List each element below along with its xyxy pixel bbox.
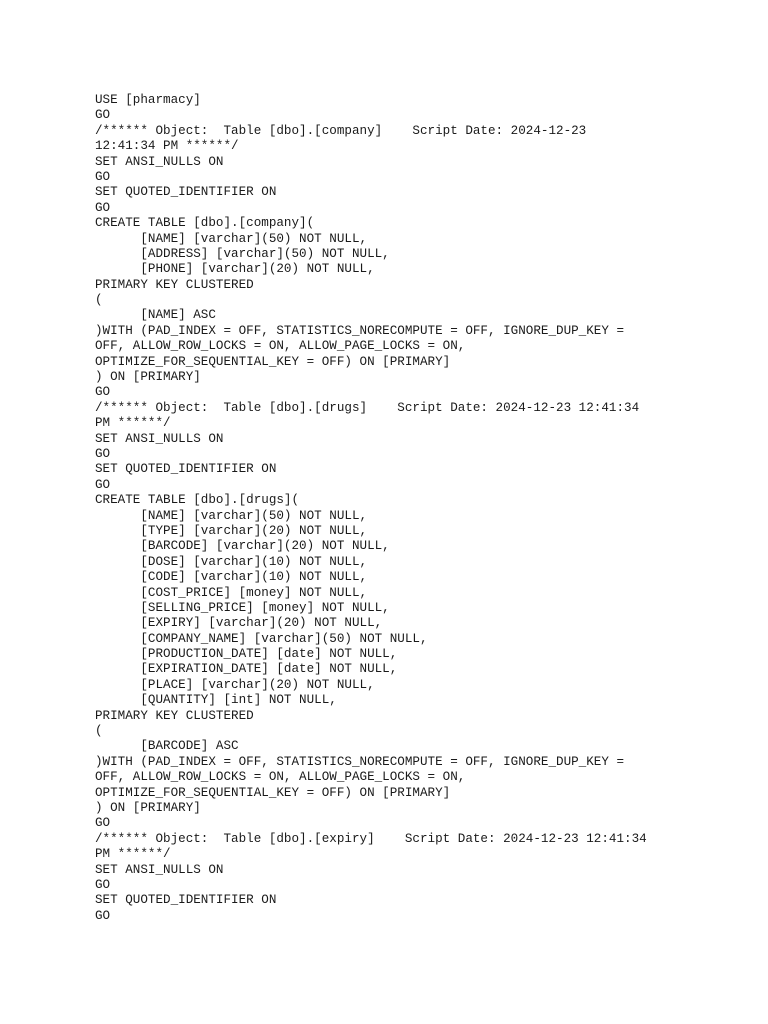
code-line-32: [CODE] [varchar](10) NOT NULL, bbox=[95, 570, 368, 585]
code-line-18: OPTIMIZE_FOR_SEQUENTIAL_KEY = OFF) ON [PRIMARY] bbox=[95, 354, 451, 369]
code-line-13: PRIMARY KEY CLUSTERED bbox=[95, 277, 254, 292]
code-line-39: [PLACE] [varchar](20) NOT NULL, bbox=[95, 677, 375, 692]
code-line-37: [PRODUCTION_DATE] [date] NOT NULL, bbox=[95, 647, 398, 662]
code-line-51: SET ANSI_NULLS ON bbox=[95, 862, 224, 877]
code-line-43: [BARCODE] ASC bbox=[95, 739, 239, 754]
code-line-3: /****** Object: Table [dbo].[company] Script Date: 2024-12-23 bbox=[95, 123, 587, 138]
code-line-15: [NAME] ASC bbox=[95, 308, 216, 323]
code-line-17: OFF, ALLOW_ROW_LOCKS = ON, ALLOW_PAGE_LOCKS = ON, bbox=[95, 339, 466, 354]
sql-script-page bbox=[95, 93, 755, 924]
code-line-14: ( bbox=[95, 293, 103, 308]
code-line-23: SET ANSI_NULLS ON bbox=[95, 431, 224, 446]
code-line-34: [SELLING_PRICE] [money] NOT NULL, bbox=[95, 600, 390, 615]
code-line-5: SET ANSI_NULLS ON bbox=[95, 154, 224, 169]
code-line-53: SET QUOTED_IDENTIFIER ON bbox=[95, 893, 277, 908]
code-line-6: GO bbox=[95, 169, 111, 184]
code-line-28: [NAME] [varchar](50) NOT NULL, bbox=[95, 508, 368, 523]
code-line-1: USE [pharmacy] bbox=[95, 93, 201, 107]
code-line-42: ( bbox=[95, 724, 103, 739]
code-line-35: [EXPIRY] [varchar](20) NOT NULL, bbox=[95, 616, 383, 631]
code-line-40: [QUANTITY] [int] NOT NULL, bbox=[95, 693, 337, 708]
code-line-33: [COST_PRICE] [money] NOT NULL, bbox=[95, 585, 368, 600]
code-line-25: SET QUOTED_IDENTIFIER ON bbox=[95, 462, 277, 477]
code-line-52: GO bbox=[95, 877, 111, 892]
code-line-29: [TYPE] [varchar](20) NOT NULL, bbox=[95, 523, 368, 538]
code-line-8: GO bbox=[95, 200, 111, 215]
code-line-36: [COMPANY_NAME] [varchar](50) NOT NULL, bbox=[95, 631, 428, 646]
code-line-2: GO bbox=[95, 108, 111, 123]
code-line-44: )WITH (PAD_INDEX = OFF, STATISTICS_NORECOMPUTE = OFF, IGNORE_DUP_KEY = bbox=[95, 754, 625, 769]
code-line-30: [BARCODE] [varchar](20) NOT NULL, bbox=[95, 539, 390, 554]
code-line-7: SET QUOTED_IDENTIFIER ON bbox=[95, 185, 277, 200]
code-line-38: [EXPIRATION_DATE] [date] NOT NULL, bbox=[95, 662, 398, 677]
code-line-48: GO bbox=[95, 816, 111, 831]
code-line-54: GO bbox=[95, 908, 111, 923]
code-line-50: PM ******/ bbox=[95, 847, 171, 862]
code-line-47: ) ON [PRIMARY] bbox=[95, 800, 201, 815]
code-line-21: /****** Object: Table [dbo].[drugs] Script Date: 2024-12-23 12:41:34 bbox=[95, 400, 640, 415]
code-line-49: /****** Object: Table [dbo].[expiry] Script Date: 2024-12-23 12:41:34 bbox=[95, 831, 647, 846]
code-line-31: [DOSE] [varchar](10) NOT NULL, bbox=[95, 554, 368, 569]
code-line-12: [PHONE] [varchar](20) NOT NULL, bbox=[95, 262, 375, 277]
code-line-19: ) ON [PRIMARY] bbox=[95, 370, 201, 385]
code-line-4: 12:41:34 PM ******/ bbox=[95, 139, 239, 154]
code-line-10: [NAME] [varchar](50) NOT NULL, bbox=[95, 231, 368, 246]
code-line-41: PRIMARY KEY CLUSTERED bbox=[95, 708, 254, 723]
code-line-27: CREATE TABLE [dbo].[drugs]( bbox=[95, 493, 300, 508]
code-line-9: CREATE TABLE [dbo].[company]( bbox=[95, 216, 315, 231]
code-line-24: GO bbox=[95, 446, 111, 461]
code-line-46: OPTIMIZE_FOR_SEQUENTIAL_KEY = OFF) ON [PRIMARY] bbox=[95, 785, 451, 800]
code-line-11: [ADDRESS] [varchar](50) NOT NULL, bbox=[95, 246, 390, 261]
code-line-45: OFF, ALLOW_ROW_LOCKS = ON, ALLOW_PAGE_LOCKS = ON, bbox=[95, 770, 466, 785]
code-line-26: GO bbox=[95, 477, 111, 492]
code-line-22: PM ******/ bbox=[95, 416, 171, 431]
code-line-20: GO bbox=[95, 385, 111, 400]
code-line-16: )WITH (PAD_INDEX = OFF, STATISTICS_NORECOMPUTE = OFF, IGNORE_DUP_KEY = bbox=[95, 323, 625, 338]
